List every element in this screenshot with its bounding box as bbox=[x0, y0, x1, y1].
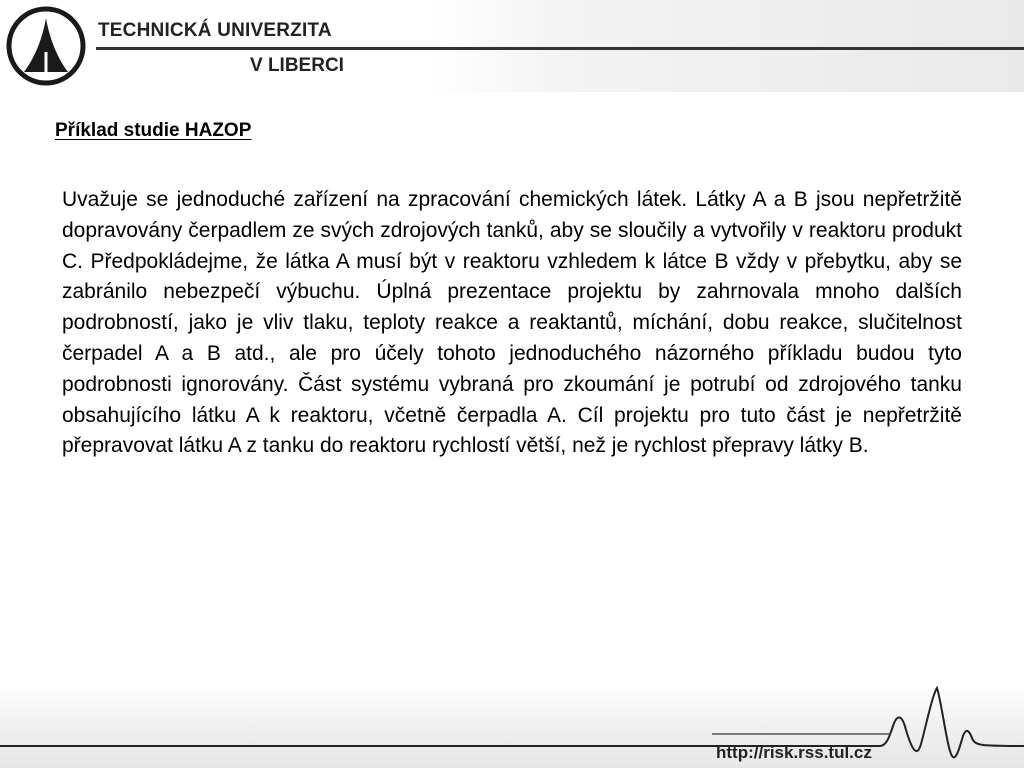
slide-title: Příklad studie HAZOP bbox=[55, 120, 252, 141]
header-rule bbox=[96, 47, 1024, 50]
header bbox=[0, 0, 1024, 92]
university-city: V LIBERCI bbox=[250, 55, 344, 76]
slide-body-text: Uvažuje se jednoduché zařízení na zpracování chemických látek. Látky A a B jsou nepřetržitě dopravovány čerpadlem ze svých zdrojových tanků, aby se sloučily a vytvořily v reaktoru produkt C. Předpokládejme, že látka A musí být v reaktoru vzhledem k látce B vždy v přebytku, aby se zabránilo nebezpečí výbuchu. Úplná prezentace projektu by zahrnovala mnoho dalších podrobností, jako je vliv tlaku, teploty reakce a reaktantů, míchání, dobu reakce, slučitelnost čerpadel A a B atd., ale pro účely tohoto jednoduchého názorného příkladu budou tyto podrobnosti ignorovány. Část systému vybraná pro zkoumání je potrubí od zdrojového tanku obsahujícího látku A k reaktoru, včetně čerpadla A. Cíl projektu pro tuto část je nepřetržitě přepravovat látku A z tanku do reaktoru rychlostí větší, než je rychlost přepravy látky B. bbox=[62, 188, 962, 458]
footer-url: http://risk.rss.tul.cz bbox=[716, 743, 872, 762]
tul-logo-icon bbox=[6, 6, 86, 86]
university-name: TECHNICKÁ UNIVERZITA bbox=[98, 20, 332, 41]
